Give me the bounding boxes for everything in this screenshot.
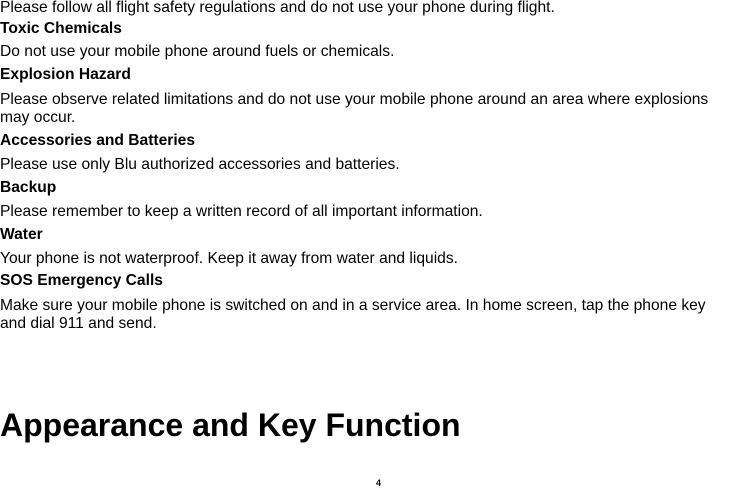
- section-body-explosion-hazard-line1: Please observe related limitations and do not use your mobile phone around an area where explosions: [0, 91, 709, 108]
- section-heading-backup: Backup: [0, 179, 57, 196]
- section-body-sos-line1: Make sure your mobile phone is switched on and in a service area. In home screen, tap the phone key: [0, 297, 706, 314]
- section-body-backup: Please remember to keep a written record of all important information.: [0, 203, 483, 220]
- section-body-explosion-hazard-line2: may occur.: [0, 109, 76, 126]
- section-body-toxic-chemicals: Do not use your mobile phone around fuels or chemicals.: [0, 43, 395, 60]
- section-heading-water: Water: [0, 226, 43, 243]
- page-number: 4: [376, 478, 382, 488]
- section-heading-toxic-chemicals: Toxic Chemicals: [0, 20, 122, 37]
- section-heading-sos-emergency-calls: SOS Emergency Calls: [0, 272, 163, 289]
- section-body-accessories-batteries: Please use only Blu authorized accessories and batteries.: [0, 156, 400, 173]
- section-body-sos-line2: and dial 911 and send.: [0, 315, 157, 332]
- section-body-water: Your phone is not waterproof. Keep it away from water and liquids.: [0, 250, 458, 267]
- chapter-title: Appearance and Key Function: [0, 407, 461, 443]
- intro-text: Please follow all flight safety regulations and do not use your phone during flight.: [0, 0, 555, 16]
- section-heading-explosion-hazard: Explosion Hazard: [0, 66, 131, 83]
- section-heading-accessories-batteries: Accessories and Batteries: [0, 132, 196, 149]
